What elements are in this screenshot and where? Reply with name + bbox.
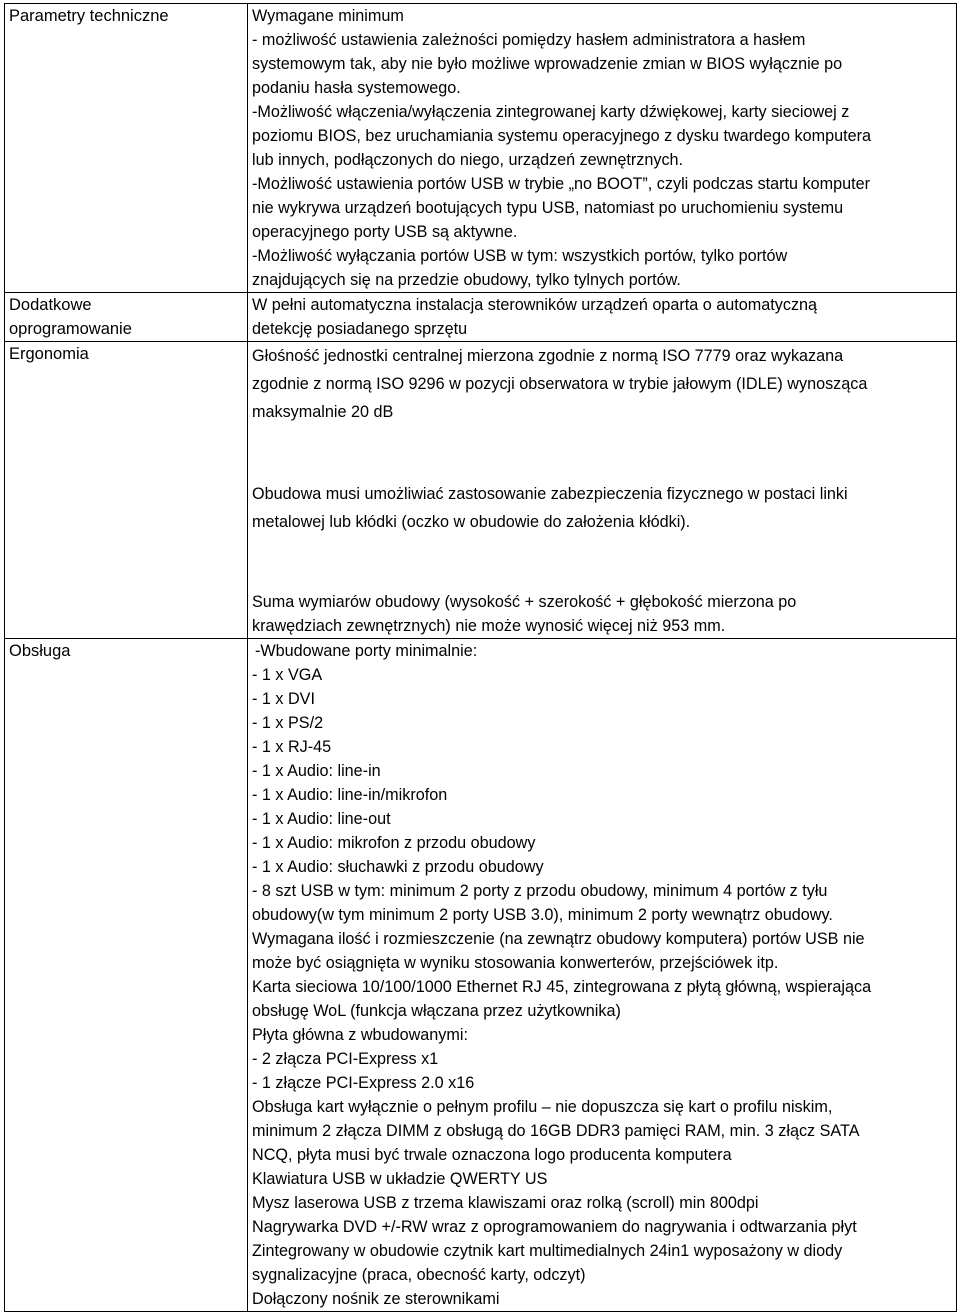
text-line: znajdujących się na przedzie obudowy, tylko tylnych portów.	[252, 271, 681, 289]
paragraph-gap	[252, 426, 952, 480]
text-line: Klawiatura USB w układzie QWERTY US	[252, 1170, 548, 1188]
text-line: Wymagana ilość i rozmieszczenie (na zewnątrz obudowy komputera) portów USB nie	[252, 930, 865, 948]
text-line: operacyjnego porty USB są aktywne.	[252, 223, 518, 241]
text-line: - 1 x Audio: line-out	[252, 810, 391, 828]
row-dodatkowe-oprogramowanie	[5, 293, 957, 342]
text-line: -Wbudowane porty minimalnie:	[255, 642, 478, 660]
text-line: W pełni automatyczna instalacja sterowników urządzeń oparta o automatyczną	[252, 296, 818, 314]
text-line: - 1 x PS/2	[252, 714, 324, 732]
row-label-cell	[5, 639, 248, 1312]
row-content-cell	[248, 4, 957, 293]
row-content-cell	[248, 639, 957, 1312]
text-line: - 2 złącza PCI-Express x1	[252, 1050, 439, 1068]
text-line: - 1 x DVI	[252, 690, 315, 708]
row-parametry-techniczne	[5, 4, 957, 293]
text-line: - 1 x Audio: mikrofon z przodu obudowy	[252, 834, 536, 852]
text-line: Nagrywarka DVD +/-RW wraz z oprogramowaniem do nagrywania i odtwarzania płyt	[252, 1218, 857, 1236]
text-line: - 8 szt USB w tym: minimum 2 porty z przodu obudowy, minimum 4 portów z tyłu	[252, 882, 828, 900]
text-line: krawędziach zewnętrznych) nie może wynosić więcej niż 953 mm.	[252, 617, 726, 635]
text-line: - 1 x RJ-45	[252, 738, 332, 756]
row-label: Parametry techniczne	[9, 7, 169, 25]
text-line: - możliwość ustawienia zależności pomiędzy hasłem administratora a hasłem	[252, 31, 806, 49]
text-line: Obsługa kart wyłącznie o pełnym profilu – nie dopuszcza się kart o profilu niskim,	[252, 1098, 833, 1116]
text-line: może być osiągnięta w wyniku stosowania konwerterów, przejściówek itp.	[252, 954, 779, 972]
paragraph-dimensions	[252, 590, 952, 638]
row-label: Ergonomia	[9, 345, 89, 363]
row-ergonomia	[5, 342, 957, 639]
text-line: obsługę WoL (funkcja włączana przez użytkownika)	[252, 1002, 621, 1020]
row-label-cell	[5, 293, 248, 342]
text-line: Dołączony nośnik ze sterownikami	[252, 1290, 500, 1308]
text-line: nie wykrywa urządzeń bootujących typu USB, natomiast po uruchomieniu systemu	[252, 199, 844, 217]
text-line: -Możliwość włączenia/wyłączenia zintegrowanej karty dźwiękowej, karty sieciowej z	[252, 103, 850, 121]
row-label: Obsługa	[9, 642, 71, 660]
text-line: - 1 złącze PCI-Express 2.0 x16	[252, 1074, 475, 1092]
text-line: sygnalizacyjne (praca, obecność karty, odczyt)	[252, 1266, 586, 1284]
paragraph-security	[252, 480, 952, 536]
text-line: minimum 2 złącza DIMM z obsługą do 16GB DDR3 pamięci RAM, min. 3 złącz SATA	[252, 1122, 860, 1140]
text-line: - 1 x Audio: line-in/mikrofon	[252, 786, 448, 804]
row-label: Dodatkowe	[9, 296, 92, 314]
text-line: -Możliwość ustawienia portów USB w trybie „no BOOT”, czyli podczas startu komputer	[252, 175, 871, 193]
text-line: NCQ, płyta musi być trwale oznaczona logo producenta komputera	[252, 1146, 732, 1164]
row-content-cell	[248, 342, 957, 639]
text-line: - 1 x VGA	[252, 666, 323, 684]
text-line: Zintegrowany w obudowie czytnik kart multimedialnych 24in1 wyposażony w diody	[252, 1242, 843, 1260]
text-line: zgodnie z normą ISO 9296 w pozycji obserwatora w trybie jałowym (IDLE) wynosząca	[252, 375, 868, 393]
text-line: detekcję posiadanego sprzętu	[252, 320, 468, 338]
text-line: Mysz laserowa USB z trzema klawiszami oraz rolką (scroll) min 800dpi	[252, 1194, 759, 1212]
row-obsluga	[5, 639, 957, 1312]
row-label-cell	[5, 342, 248, 639]
text-line: lub innych, podłączonych do niego, urządzeń zewnętrznych.	[252, 151, 684, 169]
text-line: - 1 x Audio: line-in	[252, 762, 381, 780]
text-line: poziomu BIOS, bez uruchamiania systemu operacyjnego z dysku twardego komputera	[252, 127, 872, 145]
text-line: -Możliwość wyłączania portów USB w tym: wszystkich portów, tylko portów	[252, 247, 788, 265]
row-label-cell	[5, 4, 248, 293]
text-line: maksymalnie 20 dB	[252, 403, 394, 421]
paragraph-noise	[252, 342, 952, 426]
text-line: Wymagane minimum	[252, 7, 404, 25]
text-line: Suma wymiarów obudowy (wysokość + szerokość + głębokość mierzona po	[252, 593, 797, 611]
row-label: oprogramowanie	[9, 320, 132, 338]
text-line: Płyta główna z wbudowanymi:	[252, 1026, 468, 1044]
text-line: Głośność jednostki centralnej mierzona zgodnie z normą ISO 7779 oraz wykazana	[252, 347, 844, 365]
text-line: Obudowa musi umożliwiać zastosowanie zabezpieczenia fizycznego w postaci linki	[252, 485, 848, 503]
text-line: metalowej lub kłódki (oczko w obudowie do założenia kłódki).	[252, 513, 691, 531]
text-line: podaniu hasła systemowego.	[252, 79, 461, 97]
paragraph-gap	[252, 536, 952, 590]
text-line: systemowym tak, aby nie było możliwe wprowadzenie zmian w BIOS wyłącznie po	[252, 55, 843, 73]
row-content-cell	[248, 293, 957, 342]
text-line: Karta sieciowa 10/100/1000 Ethernet RJ 45, zintegrowana z płytą główną, wspierająca	[252, 978, 872, 996]
text-line: - 1 x Audio: słuchawki z przodu obudowy	[252, 858, 544, 876]
specification-table	[4, 3, 957, 1312]
text-line: obudowy(w tym minimum 2 porty USB 3.0), minimum 2 porty wewnątrz obudowy.	[252, 906, 833, 924]
